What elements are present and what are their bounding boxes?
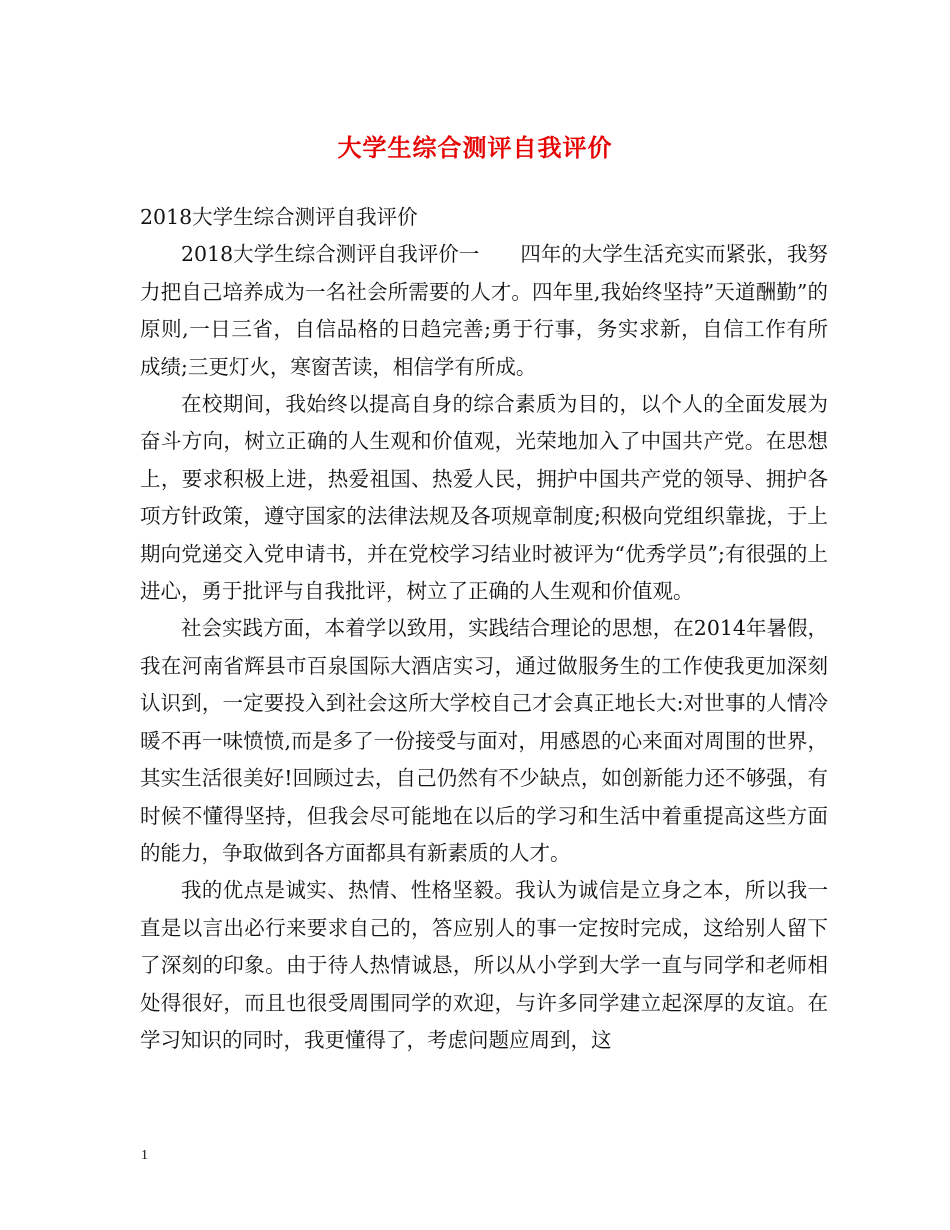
document-body bbox=[140, 199, 828, 1059]
paragraph-1: 2018大学生综合测评自我评价一 四年的大学生活充实而紧张，我努力把自己培养成为一名社会所需要的人才。四年里,我始终坚持”天道酬勤”的原则,一日三省，自信品格的日趋完善;勇于行事，务实求新，自信工作有所成绩;三更灯火，寒窗苦读，相信学有所成。 bbox=[140, 242, 828, 379]
paragraph-4: 我的优点是诚实、热情、性格坚毅。我认为诚信是立身之本，所以我一直是以言出必行来要求自己的，答应别人的事一定按时完成，这给别人留下了深刻的印象。由于待人热情诚恳，所以从小学到大学一直与同学和老师相处得很好，而且也很受周围同学的欢迎，与许多同学建立起深厚的友谊。在学习知识的同时，我更懂得了，考虑问题应周到，这 bbox=[140, 878, 828, 1052]
paragraph-3: 社会实践方面，本着学以致用，实践结合理论的思想，在2014年暑假，我在河南省辉县市百泉国际大酒店实习，通过做服务生的工作使我更加深刻认识到，一定要投入到社会这所大学校自己才会真正地长大:对世事的人情冷暖不再一味愤愤,而是多了一份接受与面对，用感恩的心来面对周围的世界，其实生活很美好!回顾过去，自己仍然有不少缺点，如创新能力还不够强，有时候不懂得坚持，但我会尽可能地在以后的学习和生活中着重提高这些方面的能力，争取做到各方面都具有新素质的人才。 bbox=[140, 616, 828, 865]
document-title: 大学生综合测评自我评价 bbox=[337, 133, 613, 162]
page-number: 1 bbox=[141, 1148, 148, 1163]
document-subtitle: 2018大学生综合测评自我评价 bbox=[140, 205, 418, 229]
paragraph-2: 在校期间，我始终以提高自身的综合素质为目的，以个人的全面发展为奋斗方向，树立正确的人生观和价值观，光荣地加入了中国共产党。在思想上，要求积极上进，热爱祖国、热爱人民，拥护中国共产党的领导、拥护各项方针政策，遵守国家的法律法规及各项规章制度;积极向党组织靠拢，于上期向党递交入党申请书，并在党校学习结业时被评为“优秀学员”;有很强的上进心，勇于批评与自我批评，树立了正确的人生观和价值观。 bbox=[140, 392, 828, 604]
